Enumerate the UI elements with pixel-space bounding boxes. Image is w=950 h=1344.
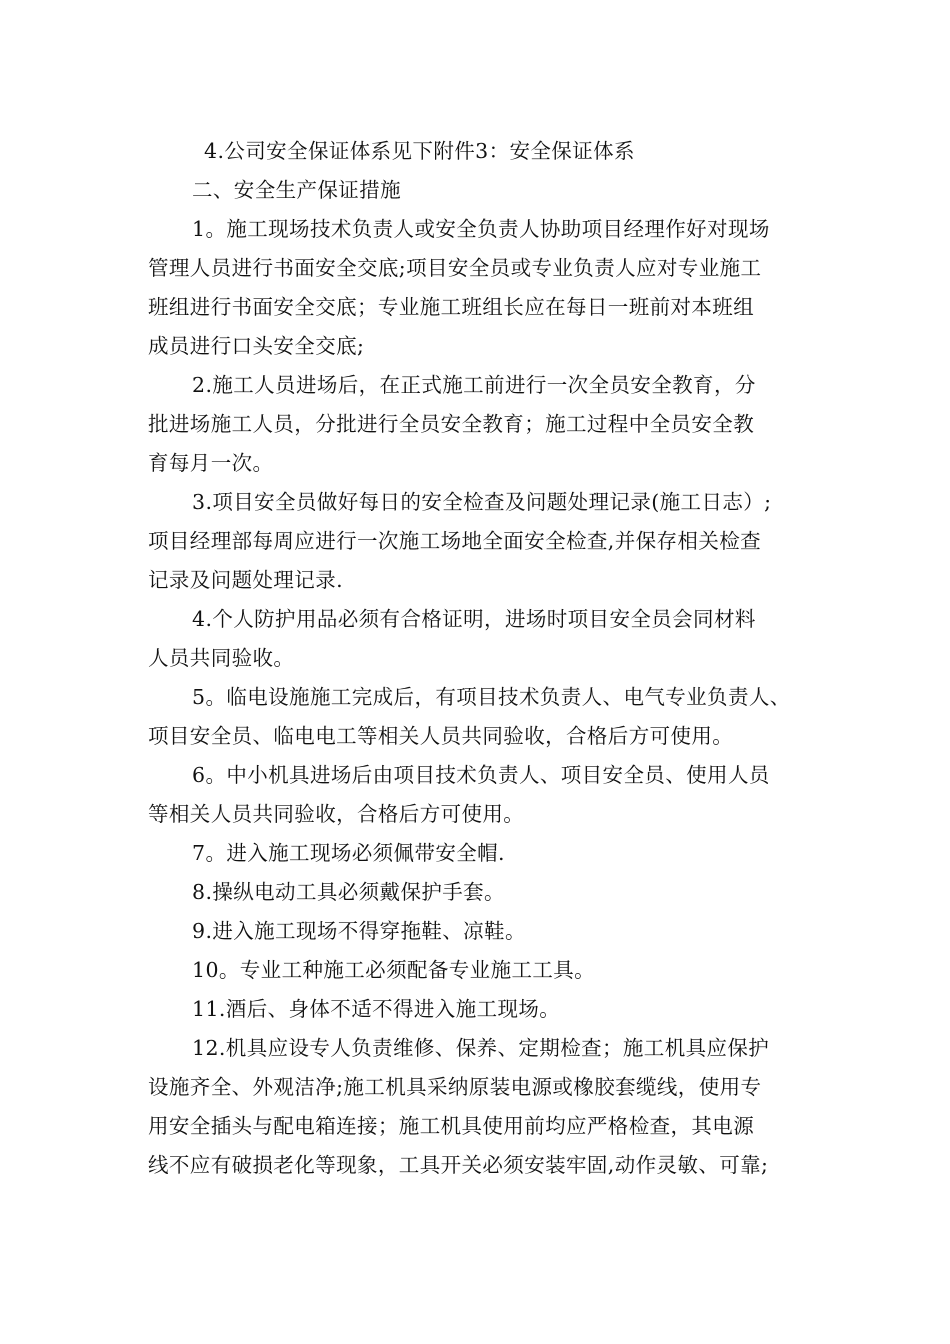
text-line: 成员进行口头安全交底; <box>148 334 365 358</box>
text-line: 2.施工人员进场后，在正式施工前进行一次全员安全教育，分 <box>192 373 756 397</box>
text-line: 项目经理部每周应进行一次施工场地全面安全检查,并保存相关检查 <box>148 529 762 553</box>
text-line: 4.个人防护用品必须有合格证明，进场时项目安全员会同材料 <box>192 607 756 631</box>
text-line: 项目安全员、临电电工等相关人员共同验收，合格后方可使用。 <box>148 724 734 748</box>
text-line: 3.项目安全员做好每日的安全检查及问题处理记录(施工日志）; <box>192 490 772 514</box>
text-line: 班组进行书面安全交底；专业施工班组长应在每日一班前对本班组 <box>148 295 755 319</box>
document-body <box>148 132 828 1185</box>
text-line: 设施齐全、外观洁净;施工机具采纳原装电源或橡胶套缆线，使用专 <box>148 1075 762 1099</box>
text-line: 线不应有破损老化等现象，工具开关必须安装牢固,动作灵敏、可靠; <box>148 1153 769 1177</box>
text-line: 12.机具应设专人负责维修、保养、定期检查；施工机具应保护 <box>192 1036 770 1060</box>
text-line-attachment: 4.公司安全保证体系见下附件3：安全保证体系 <box>204 139 635 163</box>
text-line: 5。临电设施施工完成后，有项目技术负责人、电气专业负责人、 <box>192 685 791 709</box>
text-line: 人员共同验收。 <box>148 646 295 670</box>
text-line: 记录及问题处理记录. <box>148 568 344 592</box>
section-heading: 二、安全生产保证措施 <box>192 178 401 202</box>
text-line: 育每月一次。 <box>148 451 274 475</box>
text-line: 6。中小机具进场后由项目技术负责人、项目安全员、使用人员 <box>192 763 770 787</box>
text-line: 用安全插头与配电箱连接；施工机具使用前均应严格检查，其电源 <box>148 1114 755 1138</box>
text-line: 等相关人员共同验收，合格后方可使用。 <box>148 802 525 826</box>
text-line: 7。进入施工现场必须佩带安全帽. <box>192 841 505 865</box>
text-line: 9.进入施工现场不得穿拖鞋、凉鞋。 <box>192 919 526 943</box>
text-line: 批进场施工人员，分批进行全员安全教育；施工过程中全员安全教 <box>148 412 755 436</box>
text-line: 管理人员进行书面安全交底;项目安全员或专业负责人应对专业施工 <box>148 256 762 280</box>
text-line: 10。专业工种施工必须配备专业施工工具。 <box>192 958 596 982</box>
text-line: 11.酒后、身体不适不得进入施工现场。 <box>192 997 561 1021</box>
text-line: 1。施工现场技术负责人或安全负责人协助项目经理作好对现场 <box>192 217 770 241</box>
text-line: 8.操纵电动工具必须戴保护手套。 <box>192 880 505 904</box>
